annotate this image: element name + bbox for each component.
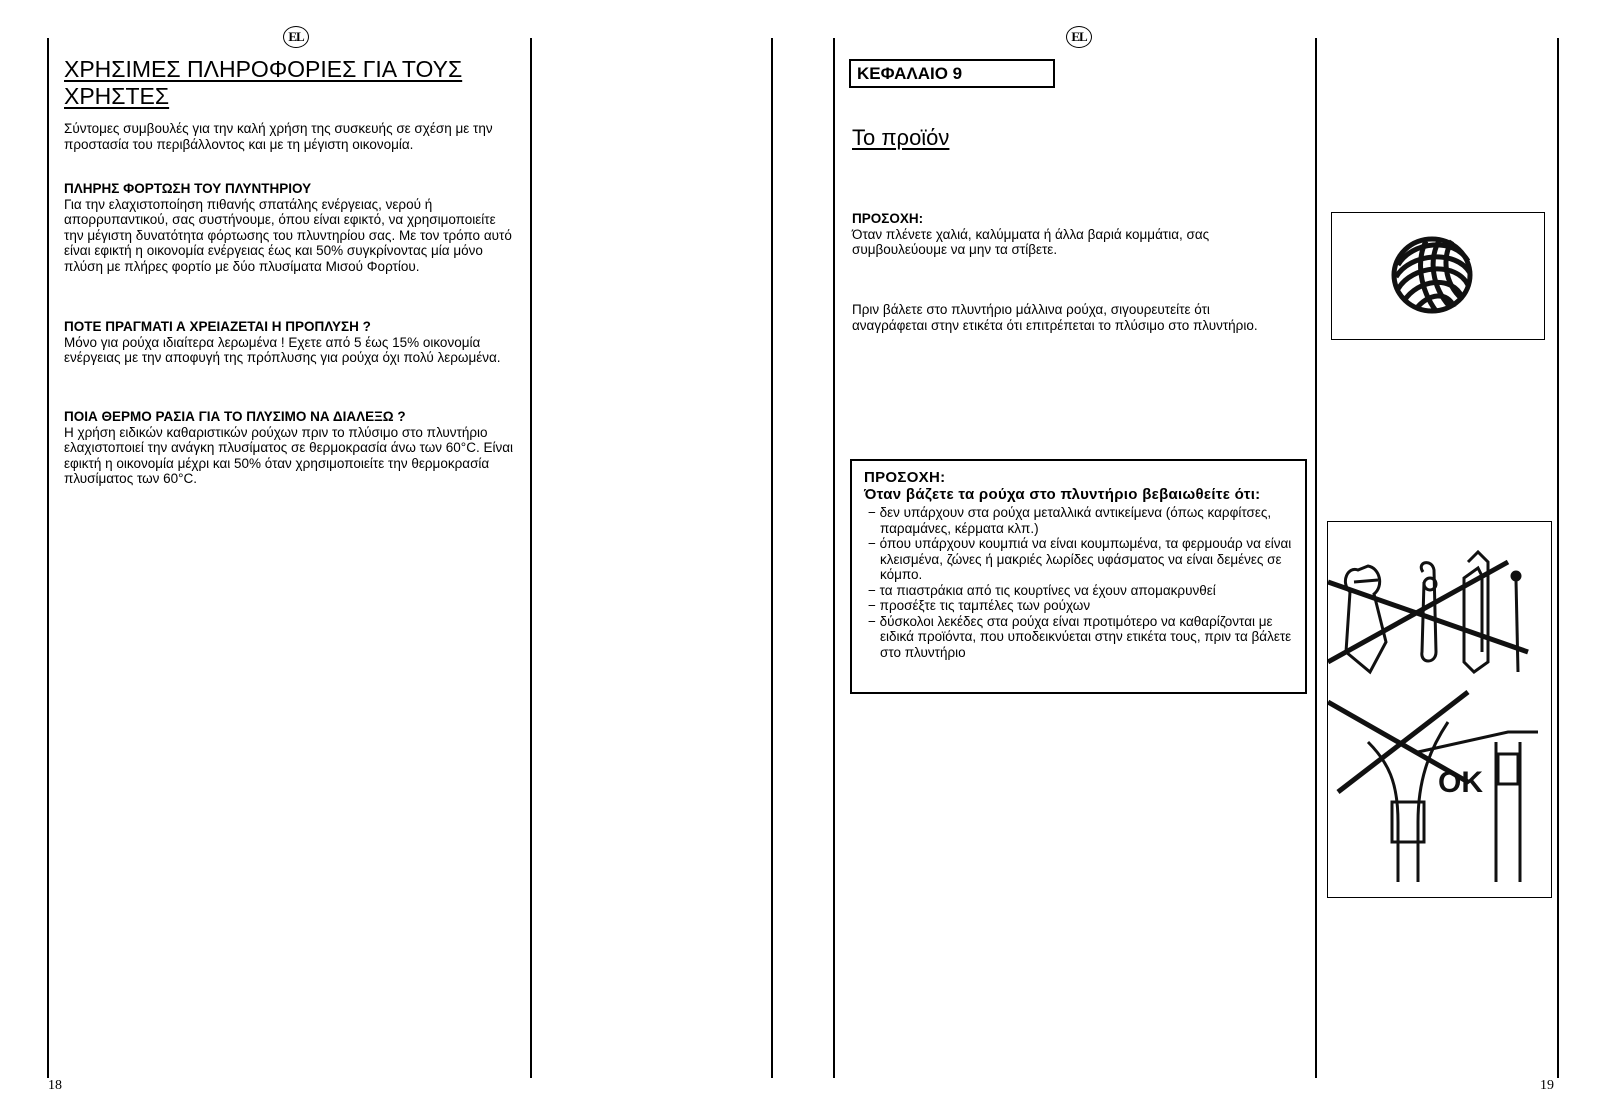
wool-instruction: Πριν βάλετε στο πλυντήριο μάλλινα ρούχα, σιγουρευτείτε ότι αναγράφεται στην ετικέτα ότι επιτρέπεται το πλύσιμο στο πλυντήριο.: [852, 302, 1258, 333]
center-rule-left: [771, 38, 773, 1078]
language-badge-right: EL: [1066, 26, 1092, 48]
list-item: − δύσκολοι λεκέδες στα ρούχα είναι προτιμότερο να καθαρίζονται με ειδικά προϊόντα, που υποδεικνύεται στην ετικέτα τους, πριν τα βάλετε στο πλυντήριο: [868, 613, 1292, 660]
intro-text: Σύντομες συμβουλές για την καλή χρήση της συσκευής σε σχέση με την προστασία του περιβάλλοντος και με τη μέγιστη οικονομία.: [64, 121, 493, 152]
section-prewash: [64, 319, 514, 366]
warning-heading: ΠΡΟΣΟΧΗ:: [852, 211, 924, 226]
zipper-ok-label: OK: [1438, 766, 1483, 799]
wool-ball-icon: [1332, 213, 1543, 338]
pin-icon: [1516, 580, 1518, 672]
list-item: − προσέξτε τις ταμπέλες των ρούχων: [868, 598, 1091, 613]
warning-body: Όταν πλένετε χαλιά, καλύμματα ή άλλα βαριά κομμάτια, σας συμβουλεύουμε να μην τα στίβετε.: [852, 226, 1210, 257]
list-item: − δεν υπάρχουν στα ρούχα μεταλλικά αντικείμενα (όπως καρφίτσες, παραμάνες, κέρματα κλπ.): [868, 505, 1272, 536]
section-body: Η χρήση ειδικών καθαριστικών ρούχων πριν το πλύσιμο στο πλυντήριο ελαχιστοποιεί την ανάγκη πλυσίματος σε θερμοκρασία άνω των 60°C. Είναι εφικτή η οικονομία μέχρι και 50% όταν χρησιμοποιείτε την θερμοκρασία πλυσίματος των 60°C.: [64, 424, 514, 486]
warning-list: [864, 505, 1293, 660]
section-body: Για την ελαχιστοποίηση πιθανής σπατάλης ενέργειας, νερού ή απορρυπαντικού, σας συστήνουμε, όπου είναι εφικτό, να χρησιμοποιείτε την μέγιστη δυνατότητα φόρτωσης του πλυντηρίου σας. Με τον τρόπο αυτό είναι εφικτή η οικονομία ενέργειας έως και 50% συγκρίνοντας μία μόνο πλύση με πλήρες φορτίο με δύο πλυσίματα Μισού Φορτίου.: [64, 196, 512, 274]
paper-clip-icon: [1464, 552, 1488, 672]
center-rule-right: [833, 38, 835, 1078]
left-margin-rule: [47, 38, 49, 1078]
page-number-right: 19: [1540, 1078, 1554, 1093]
warning-box-subheading: Όταν βάζετε τα ρούχα στο πλυντήριο βεβαιωθείτε ότι:: [864, 486, 1261, 503]
page-number-left: 18: [48, 1078, 62, 1093]
list-item: − όπου υπάρχουν κουμπιά να είναι κουμπωμένα, τα φερμουάρ να είναι κλεισμένα, ζώνες ή μακριές λωρίδες υφάσματος να είναι δεμένες σε κόμπο.: [868, 536, 1292, 582]
page-title: ΧΡΗΣΙΜΕΣ ΠΛΗΡΟΦΟΡΙΕΣ ΓΙΑ ΤΟΥΣ ΧΡΗΣΤΕΣ: [64, 56, 463, 109]
warning-box: [850, 459, 1307, 694]
section-full-load: [64, 181, 514, 274]
metal-objects-frame: [1327, 521, 1552, 898]
wool-symbol-frame: [1331, 212, 1545, 340]
language-badge-left: EL: [283, 26, 309, 48]
left-column-rule: [530, 38, 532, 1078]
section-heading: ΠΟΤΕ ΠΡΑΓΜΑΤΙ Α ΧΡΕΙΑΖΕΤΑΙ Η ΠΡΟΠΛΥΣΗ ?: [64, 319, 371, 334]
warning-box-heading: ΠΡΟΣΟΧΗ:: [864, 469, 946, 486]
closed-zipper-icon: [1496, 742, 1520, 882]
section-body: Μόνο για ρούχα ιδιαίτερα λερωμένα ! Εχετε από 5 έως 15% οικονομία ενέργειας με την αποφυγή της πρόπλυσης για ρούχα όχι πολύ λερωμένα.: [64, 334, 501, 365]
section-temperature: [64, 409, 514, 487]
forbidden-objects-illustration: [1328, 522, 1550, 896]
section-heading: ΠΟΙΑ ΘΕΡΜΟ ΡΑΣΙΑ ΓΙΑ ΤΟ ΠΛΥΣΙΜΟ ΝΑ ΔΙΑΛΕΞΩ ?: [64, 409, 406, 424]
list-item: − τα πιαστράκια από τις κουρτίνες να έχουν απομακρυνθεί: [868, 582, 1216, 598]
right-column-rule: [1315, 38, 1317, 1078]
warning-wringing: [852, 211, 1282, 258]
section-heading: ΠΛΗΡΗΣ ΦΟΡΤΩΣΗ ΤΟΥ ΠΛΥΝΤΗΡΙΟΥ: [64, 181, 312, 196]
chapter-label: ΚΕΦΑΛΑΙΟ 9: [849, 59, 1055, 88]
right-margin-rule: [1557, 38, 1559, 1078]
product-title: Το προϊόν: [852, 125, 950, 150]
